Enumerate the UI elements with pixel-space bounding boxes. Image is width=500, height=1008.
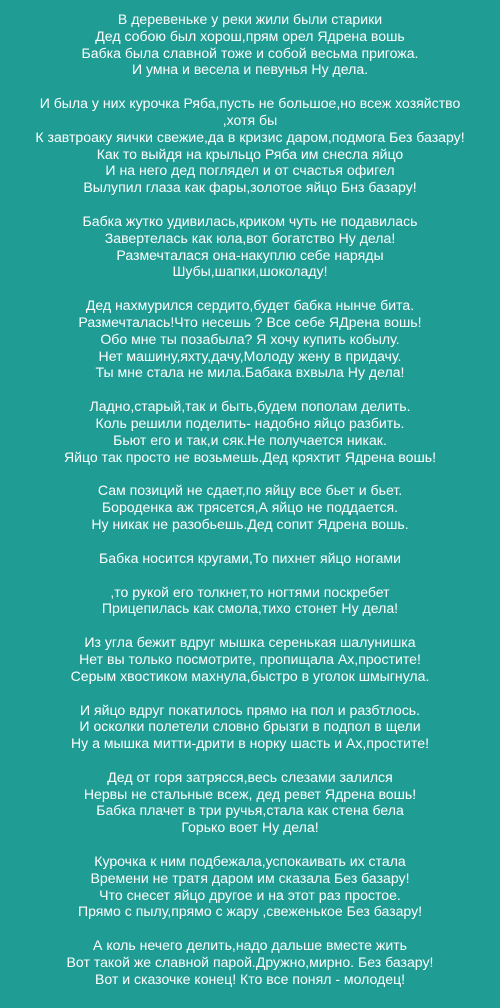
poem-line: Вылупил глаза как фары,золотое яйцо Бнз базару! — [83, 179, 417, 196]
stanza — [0, 584, 500, 618]
poem-line: Бабка жутко удивилась,криком чуть не подавилась — [82, 212, 418, 229]
stanza — [0, 634, 500, 684]
poem-line: Дед собою был хорош,прям орел Ядрена вошь — [95, 27, 405, 44]
poem-line: Дед от горя затрясся,весь слезами залился — [107, 768, 393, 785]
poem-line: Прямо с пылу,прямо с жару ,свеженькое Без базару! — [77, 903, 423, 920]
stanza — [0, 769, 500, 836]
poem-line: Размечталась!Что несешь ? Все себе ЯДрена вошь! — [78, 313, 422, 330]
poem-line: И была у них курочка Ряба,пусть не большое,но всеж хозяйство — [39, 95, 461, 112]
poem-line: Бабка носится кругами,То пихнет яйцо ногами — [99, 549, 401, 566]
poem-line: И яйцо вдруг покатилось прямо на пол и разбтлось. — [79, 701, 421, 718]
poem-line: Серым хвостиком махнула,быстро в уголок шмыгнула. — [70, 667, 430, 684]
poem-line: Бабка плачет в три ручья,стала как стена бела — [96, 802, 404, 819]
poem-line: Как то выйдя на крыльцо Ряба им снесла яйцо — [96, 145, 404, 162]
poem-line: Горько воет Ну дела! — [181, 819, 319, 836]
poem-line: Обо мне ты позабыла? Я хочу купить кобылу. — [100, 330, 400, 347]
poem-line: Нет машину,яхту,дачу,Молоду жену в придачу. — [98, 347, 402, 364]
poem-line: Бабка была славной тоже и собой весьма пригожа. — [81, 44, 419, 61]
stanza — [0, 482, 500, 532]
poem-line: Завертелась как юла,вот богатство Ну дела! — [104, 229, 396, 246]
poem-line: Ладно,старый,так и быть,будем пополам делить. — [89, 398, 411, 415]
poem-line: Вот такой же славной парой.Дружно,мирно. Без базару! — [66, 954, 434, 971]
poem-line: Нет вы только посмотрите, пропищала Ах,простите! — [79, 650, 421, 667]
poem-line: Нервы не стальные всеж, дед ревет Ядрена вошь! — [83, 785, 417, 802]
poem-line: Сам позиций не сдает,по яйцу все бьет и бьет. — [97, 482, 403, 499]
stanza — [0, 11, 500, 78]
poem-line: ,хотя бы — [222, 111, 278, 128]
stanza — [0, 398, 500, 465]
stanza — [0, 297, 500, 381]
poem-line: И осколки полетели словно брызги в подпол в щели — [79, 718, 421, 735]
poem-line: Ну а мышка митти-дрити в норку шасть и Ах,простите! — [70, 735, 429, 752]
poem-line: Из угла бежит вдруг мышка серенькая шалунишка — [84, 634, 416, 651]
poem-line: Ты мне стала не мила.Бабака вхвыла Ну дела! — [95, 364, 405, 381]
stanza — [0, 95, 500, 196]
poem-line: А коль нечего делить,надо дальше вместе жить — [93, 937, 407, 954]
poem-line: Времени не тратя даром им сказала Без базару! — [90, 869, 410, 886]
poem-line: Прицепилась как смола,тихо стонет Ну дела! — [101, 600, 399, 617]
stanza — [0, 853, 500, 920]
poem-line: И умна и весела и певунья Ну дела. — [131, 61, 369, 78]
poem-line: Яйцо так просто не возьмешь.Дед кряхтит Ядрена вошь! — [64, 448, 436, 465]
poem-line: Вот и сказочке конец! Кто все понял - молодец! — [94, 970, 406, 987]
poem-line: Коль решили поделить- надобно яйцо разбить. — [95, 414, 405, 431]
poem-line: ,то рукой его толкнет,то ногтями поскребет — [110, 583, 390, 600]
poem-line: В деревеньке у реки жили были старики — [117, 11, 383, 27]
poem-line: Бьют его и так,и сяк.Не получается никак. — [113, 431, 387, 448]
poem-line: Бороденка аж трясется,А яйцо не поддается. — [101, 499, 399, 516]
poem-line: Курочка к ним подбежала,успокаивать их стала — [94, 853, 406, 870]
poem-line: Что снесет яйцо другое и на этот раз простое. — [99, 886, 401, 903]
stanza — [0, 702, 500, 752]
poem-line: Шубы,шапки,шоколаду! — [172, 263, 328, 280]
poem-line: К завтроаку яички свежие,да в кризис даром,подмога Без базару! — [35, 128, 465, 145]
stanza — [0, 550, 500, 567]
poem-line: Дед нахмурился сердито,будет бабка нынче бита. — [85, 297, 415, 314]
poem-line: Ну никак не разобьешь.Дед сопит Ядрена вошь. — [91, 515, 409, 532]
stanza — [0, 937, 500, 987]
poem-line: И на него дед поглядел и от счастья офигел — [105, 162, 395, 179]
stanza — [0, 213, 500, 280]
poem-line: Размечталася она-накуплю себе наряды — [116, 246, 384, 263]
